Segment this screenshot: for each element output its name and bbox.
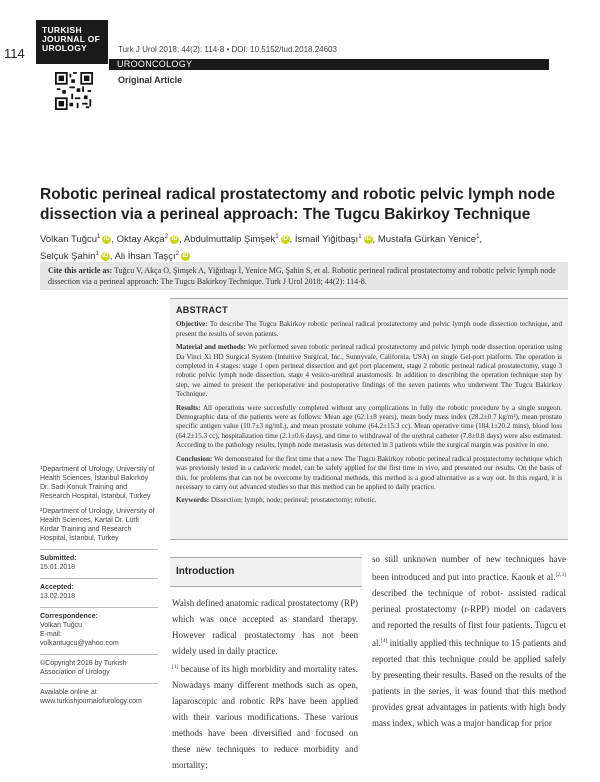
cite-this-article — [40, 262, 568, 290]
author-list — [40, 230, 565, 264]
body-text: described the technique of robot- assisted radical perineal prostatectomy (r-RPP) model on cadavers and reported the results of first four patients. Tugcu et al. — [372, 588, 566, 648]
email-link[interactable]: volkantugcu@yahoo.com — [40, 640, 119, 647]
journal-logo-line: TURKISH — [42, 25, 82, 35]
article-title: Robotic perineal radical prostatectomy and robotic pelvic lymph node dissection via a perineal approach: The Tugcu Bakirkoy Technique — [40, 186, 556, 223]
abstract-methods — [176, 343, 562, 399]
correspondence — [40, 612, 158, 648]
author-separator: , — [289, 234, 295, 246]
reference-marker[interactable]: [4] — [380, 638, 388, 644]
abstract-box — [170, 298, 568, 540]
journal-logo — [36, 20, 108, 64]
affiliation-marker: 1 — [275, 234, 279, 240]
objective-text: To describe The Tugcu Bakirkoy robotic perineal radical prostatectomy and pelvic lymph node dissection technique, and present the results of seven patients. — [176, 320, 562, 338]
submitted-label: Submitted: — [40, 555, 77, 562]
divider — [40, 607, 158, 608]
abstract-results — [176, 404, 562, 451]
author-name: Abdulmuttalip Şimşek — [183, 234, 276, 246]
affiliation-marker: 1 — [97, 234, 101, 240]
conclusion-label: Conclusion: — [176, 454, 213, 463]
author-separator: , — [111, 234, 117, 246]
orcid-icon[interactable]: iD — [182, 253, 189, 260]
email-label: E-mail: — [40, 631, 62, 638]
reference-marker[interactable]: [2,3] — [555, 572, 566, 578]
author-separator: , — [479, 234, 483, 246]
page-number: 114 — [4, 46, 25, 61]
journal-website-link[interactable]: www.turkishjournalofurology.com — [40, 698, 142, 705]
orcid-icon[interactable]: iD — [282, 236, 289, 243]
author-name: Mustafa Gürkan Yenice — [377, 234, 477, 246]
affiliation-marker: 1 — [95, 251, 99, 258]
accepted-value: 13.02.2018 — [40, 593, 76, 600]
results-text: All operations were succesfully completed without any complications in fully the robotic procedure by a single surgeon. Demographic data of the patients were as follows: Mean age (62.1±8 years), mean body mass index (28.2±0.7 kg/m²), mean prostate specific antigen value (10.7±3 ng/mL), and mean prostate volume (64.2±15.3 cc). Mean operative time (184.1±20.2 mins), blood loss (64.2±15.3 cc), hospitalization time (2.1±0.6 days), and time to withdrawal of the urethral catheter (7.8±0.8 days) were also estimated. According to the pathology results, lymph node metastasis was detected in 3 patients while the surgical margin was positive in one. — [176, 403, 562, 450]
body-column-right — [372, 551, 566, 731]
section-label: UROONCOLOGY — [109, 59, 549, 70]
journal-citation: Turk J Urol 2018; 44(2): 114-8 • DOI: 10.5152/tud.2018.24603 — [118, 45, 337, 54]
divider — [40, 683, 158, 684]
objective-label: Objective: — [176, 320, 208, 329]
available-online — [40, 688, 158, 706]
methods-text: We performed seven robotic perineal radical prostatectomy and pelvic lymph node dissection operation using Da Vinci Xi HD Surgical System (Intuitive Surgical, Inc., Sunnyvale, California, USA) on single Gel-port platform. The operation is completed in 4 stages: stage 1 open perineal dissection and gel port placement, stage 2 robotic perineal radical prostatectomy, stage 3 robotic pelvic lymph node dissection, stage 4 vesico-urethral anastomosis. In addition to describing the operation technique step by step, we aimed to present the perioperative and postoperative findings of the seven patients who underwent The Tugcu Bakirkoy Technique. — [176, 343, 562, 399]
author-separator: , — [109, 251, 115, 263]
author-name: Volkan Tuğcu — [40, 234, 98, 246]
affiliation-marker: 1 — [476, 234, 480, 240]
journal-logo-line: JOURNAL OF — [42, 34, 101, 44]
body-column-left — [172, 595, 358, 773]
correspondence-label: Correspondence: — [40, 613, 98, 620]
orcid-icon[interactable]: iD — [102, 253, 109, 260]
reference-marker[interactable]: [1] — [172, 664, 179, 670]
qr-code-icon — [55, 72, 93, 110]
body-text: Walsh defined anatomic radical prostatectomy (RP) which was once accepted as standard therapy. However radical prostatectomy has not been widely used in daily practice. — [172, 598, 358, 656]
accepted-date — [40, 583, 158, 601]
orcid-icon[interactable]: iD — [171, 236, 178, 243]
keywords-text: Dissection; lymph; node; perineal; prostatectomy; robotic. — [210, 496, 377, 505]
cite-label: Cite this article as: — [48, 266, 113, 275]
cite-text: Tuğcu V, Akça O, Şimşek A, Yiğitbaşı İ, Yenice MG, Şahin S, et al. Robotic perineal radical prostatectomy and robotic pelvic lymph node dissection via a perineal approach: The Tugcu Bakirkoy Technique. Turk J Urol 2018; 44(2): 114-8. — [48, 266, 556, 286]
affiliation-2: ²Department of Urology, University of Health Sciences, Kartal Dr. Lütfi Kırdar Training and Research Hospital, İstanbul, Turkey — [40, 508, 155, 542]
copyright-notice: ©Copyright 2018 by Turkish Association of Urology — [40, 660, 127, 676]
introduction-heading: Introduction — [170, 557, 362, 587]
affiliation-marker: 2 — [164, 234, 169, 240]
body-text: initially applied this technique to 15 patients and reported that this technique could be applied safely by presenting their results. Based on the results of the patients in the series, it was found that this method provides great advantages in patients with high body mass index, which was a major handicap for prior — [372, 638, 566, 728]
keywords-label: Keywords: — [176, 496, 210, 505]
conclusion-text: We demonstrated for the first time that a new The Tugcu Bakirkoy robotic perineal radical prostatectomy technique which was previously tested in a cadaveric model, can be safely applied for the first time in vivo, and presented our results. On the basis of this, for problems that can not be overcome by traditional methods, this method is a good alternative as a way out. In this regard, it is necessary to carry out advanced studies so that this method can be applied to daily practice. — [176, 454, 562, 491]
affiliation-marker: 1 — [358, 234, 362, 240]
accepted-label: Accepted: — [40, 584, 74, 591]
body-text: because of its high morbidity and mortality rates. Nowadays many different methods such as open, laparoscopic and robotic RPs have been applied with their various modifications. These various methods have been diversified and focused on these new techniques to reduce morbidity and mortality; — [172, 664, 358, 770]
author-name: Selçuk Şahin — [40, 251, 96, 263]
article-info-sidebar — [40, 465, 158, 712]
available-label: Available online at — [40, 689, 97, 696]
author-name: İsmail Yiğitbaşı — [294, 234, 359, 246]
author-name: Oktay Akça — [116, 234, 165, 246]
submitted-date — [40, 554, 158, 572]
author-separator: , — [179, 234, 184, 246]
divider — [40, 578, 158, 579]
orcid-icon[interactable]: iD — [103, 236, 110, 243]
orcid-icon[interactable]: iD — [365, 236, 372, 243]
journal-logo-line: UROLOGY — [42, 43, 88, 53]
article-type: Original Article — [118, 75, 183, 85]
methods-label: Material and methods: — [176, 343, 246, 352]
abstract-objective — [176, 320, 562, 339]
abstract-keywords — [176, 496, 562, 505]
divider — [40, 654, 158, 655]
correspondence-name: Volkan Tuğcu — [40, 622, 83, 629]
affiliation-marker: 2 — [175, 251, 179, 258]
author-name: Ali İhsan Taşçı — [114, 251, 176, 263]
abstract-heading: ABSTRACT — [176, 305, 228, 315]
body-text: so still unknown number of new techniques have been introduced and put into practice. Kaouk et al. — [372, 554, 566, 582]
affiliation-1: ¹Department of Urology, University of Health Sciences, İstanbul Bakırköy Dr. Sadi Konuk Training and Research Hospital, İstanbul, Turkey — [40, 466, 155, 500]
submitted-value: 15.01.2018 — [40, 564, 76, 571]
results-label: Results: — [176, 403, 201, 412]
author-separator: , — [372, 234, 378, 246]
divider — [40, 549, 158, 550]
abstract-conclusion — [176, 455, 562, 493]
